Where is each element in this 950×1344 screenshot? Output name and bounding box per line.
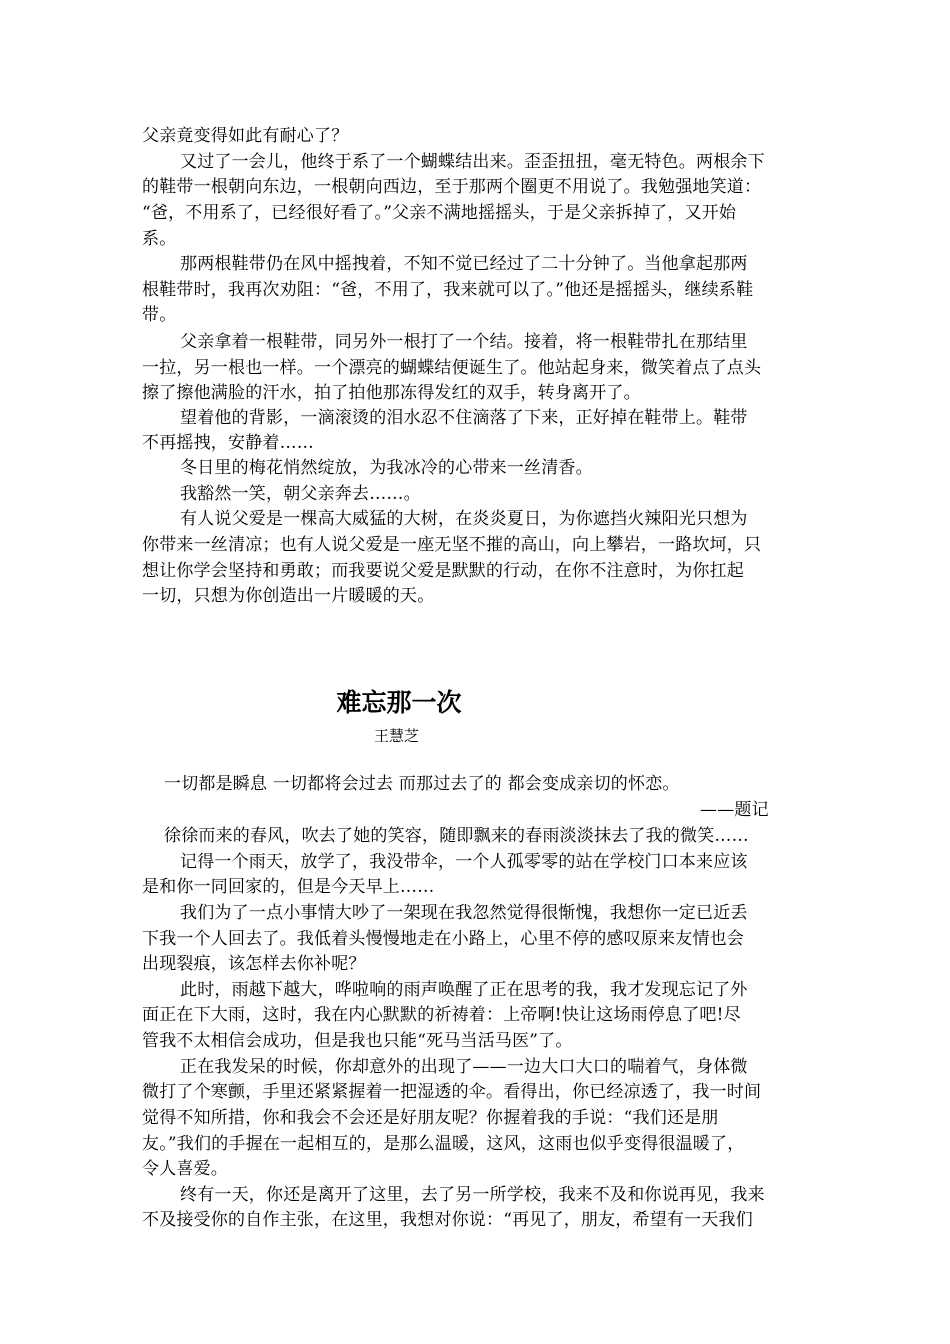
paragraph-line: 不再摇拽，安静着…… [142, 433, 314, 453]
paragraph-line: 你带来一丝清凉；也有人说父爱是一座无坚不摧的高山，向上攀岩，一路坎坷，只 [142, 535, 762, 555]
paragraph-line: 徐徐而来的春风，吹去了她的笑容，随即飘来的春雨淡淡抹去了我的微笑…… [164, 826, 749, 846]
paragraph-line: 冬日里的梅花悄然绽放，为我冰冷的心带来一丝清香。 [180, 458, 593, 478]
epigraph: 一切都是瞬息 一切都将会过去 而那过去了的 都会变成亲切的怀恋。 [164, 774, 680, 794]
paragraph-line: 出现裂痕，该怎样去你补呢？ [142, 954, 366, 974]
paragraph-line: 不及接受你的自作主张，在这里，我想对你说：“再见了，朋友，希望有一天我们 [142, 1210, 753, 1230]
paragraph-line: 令人喜爱。 [142, 1159, 228, 1179]
paragraph-line: 的鞋带一根朝向东边，一根朝向西边，至于那两个圈更不用说了。我勉强地笑道： [142, 177, 762, 197]
epigraph-source: ——题记 [700, 800, 769, 820]
paragraph-line: 正在我发呆的时候，你却意外的出现了——一边大口大口的喘着气，身体微 [180, 1057, 748, 1077]
paragraph-line: 一切，只想为你创造出一片暖暖的天。 [142, 586, 435, 606]
paragraph-line: 擦了擦他满脸的汗水，拍了拍他那冻得发红的双手，转身离开了。 [142, 383, 641, 403]
paragraph-line: 我们为了一点小事情大吵了一架现在我忽然觉得很惭愧，我想你一定已近丢 [180, 903, 748, 923]
paragraph-line: 我豁然一笑，朝父亲奔去……。 [180, 484, 421, 504]
paragraph-line: 终有一天，你还是离开了这里，去了另一所学校，我来不及和你说再见，我来 [180, 1185, 765, 1205]
paragraph-line: 那两根鞋带仍在风中摇拽着，不知不觉已经过了二十分钟了。当他拿起那两 [180, 254, 748, 274]
paragraph-line: 觉得不知所措，你和我会不会还是好朋友呢？你握着我的手说：“我们还是朋 [142, 1108, 719, 1128]
paragraph-line: “爸，不用系了，已经很好看了。”父亲不满地摇摇头，于是父亲拆掉了，又开始 [142, 203, 737, 223]
paragraph-line: 一拉，另一根也一样。一个漂亮的蝴蝶结便诞生了。他站起身来，微笑着点了点头 [142, 358, 762, 378]
paragraph-line: 面正在下大雨，这时，我在内心默默的祈祷着：上帝啊!快让这场雨停息了吧!尽 [142, 1005, 741, 1025]
paragraph-line: 管我不太相信会成功，但是我也只能“死马当活马医”了。 [142, 1031, 573, 1051]
paragraph-line: 友。”我们的手握在一起相互的，是那么温暖，这风，这雨也似乎变得很温暖了， [142, 1134, 745, 1154]
paragraph-line: 系。 [142, 229, 177, 249]
paragraph-line: 有人说父爱是一棵高大威猛的大树，在炎炎夏日，为你遮挡火辣阳光只想为 [180, 509, 748, 529]
paragraph-line: 记得一个雨天，放学了，我没带伞，一个人孤零零的站在学校门口本来应该 [180, 852, 748, 872]
paragraph-line: 微打了个寒颤，手里还紧紧握着一把湿透的伞。看得出，你已经凉透了，我一时间 [142, 1082, 762, 1102]
paragraph-line: 父亲拿着一根鞋带，同另外一根打了一个结。接着，将一根鞋带扎在那结里 [180, 332, 748, 352]
paragraph-line: 父亲竟变得如此有耐心了？ [142, 126, 349, 146]
paragraph-line: 想让你学会坚持和勇敢；而我要说父爱是默默的行动，在你不注意时，为你扛起 [142, 561, 744, 581]
paragraph-line: 又过了一会儿，他终于系了一个蝴蝶结出来。歪歪扭扭，毫无特色。两根余下 [180, 152, 765, 172]
paragraph-line: 此时，雨越下越大，哗啦响的雨声唤醒了正在思考的我，我才发现忘记了外 [180, 980, 748, 1000]
paragraph-line: 带。 [142, 305, 177, 325]
paragraph-line: 下我一个人回去了。我低着头慢慢地走在小路上，心里不停的感叹原来友情也会 [142, 929, 744, 949]
article-title: 难忘那一次 [336, 688, 462, 717]
paragraph-line: 望着他的背影，一滴滚烫的泪水忍不住滴落了下来，正好掉在鞋带上。鞋带 [180, 408, 748, 428]
paragraph-line: 是和你一同回家的，但是今天早上…… [142, 877, 435, 897]
paragraph-line: 根鞋带时，我再次劝阻：“爸，不用了，我来就可以了。”他还是摇摇头，继续系鞋 [142, 280, 754, 300]
article-author: 王慧芝 [374, 727, 420, 745]
